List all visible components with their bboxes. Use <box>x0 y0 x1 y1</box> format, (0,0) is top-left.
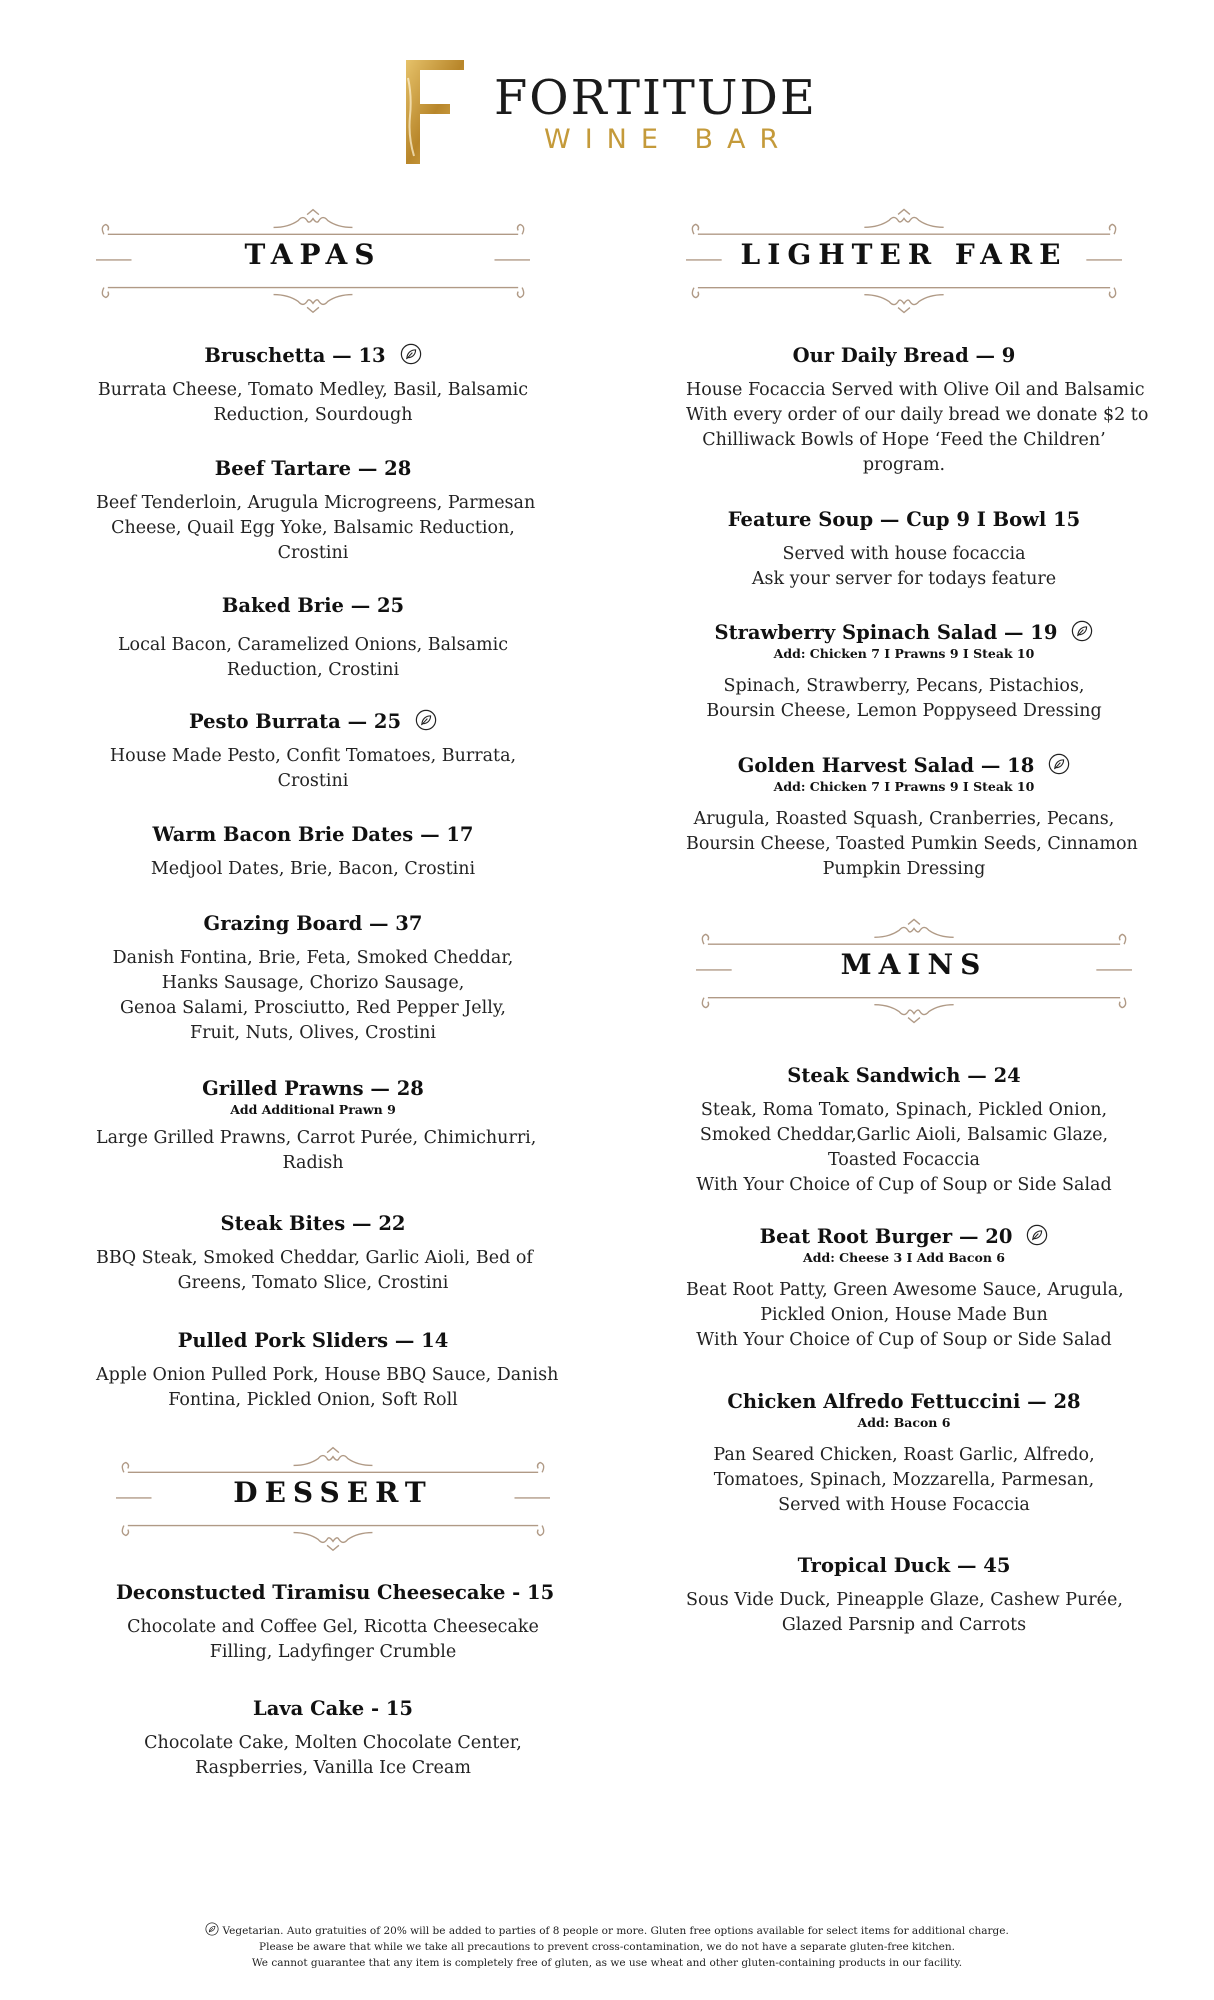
item-description: House Focaccia Served with Olive Oil and Balsamic With every order of our daily bread we donate $2 to Chilliwack Bowls of Hope ‘Feed the Children’ program. <box>686 380 1149 475</box>
dessert-banner <box>116 1442 550 1552</box>
item-title: Beat Root Burger — 20 <box>686 1224 1122 1250</box>
item-description: Sous Vide Duck, Pineapple Glaze, Cashew Purée, Glazed Parsnip and Carrots <box>686 1590 1123 1635</box>
item-description: Large Grilled Prawns, Carrot Purée, Chimichurri, Radish <box>96 1128 537 1173</box>
footer-line: We cannot guarantee that any item is completely free of gluten, as we use wheat and other gluten-containing products in our facility. <box>251 1957 963 1969</box>
mains-banner <box>696 914 1132 1024</box>
footer-line: Please be aware that while we take all precautions to prevent cross-contamination, we do not have a separate gluten-free kitchen. <box>259 1941 955 1953</box>
item-addon: Add: Chicken 7 I Prawns 9 I Steak 10 <box>773 646 1035 661</box>
lighter-fare-banner <box>686 204 1122 314</box>
item-description: Chocolate and Coffee Gel, Ricotta Cheesecake Filling, Ladyfinger Crumble <box>127 1617 539 1662</box>
menu-item <box>96 593 530 683</box>
item-title: Strawberry Spinach Salad — 19 <box>686 620 1122 646</box>
item-description: Medjool Dates, Brie, Bacon, Crostini <box>150 859 476 879</box>
menu-item <box>686 620 1122 724</box>
tapas-banner <box>96 204 530 314</box>
item-addon: Add: Bacon 6 <box>857 1415 951 1430</box>
item-title: Pulled Pork Sliders — 14 <box>177 1329 449 1352</box>
menu-item <box>686 753 1138 882</box>
menu-item <box>686 1224 1122 1353</box>
menu-item <box>686 1553 1122 1638</box>
section-heading: MAINS <box>840 948 988 981</box>
item-description: Danish Fontina, Brie, Feta, Smoked Cheddar, Hanks Sausage, Chorizo Sausage, Genoa Salami, Prosciutto, Red Pepper Jelly, Fruit, Nuts, Olives, Crostini <box>112 948 514 1043</box>
item-description: Steak, Roma Tomato, Spinach, Pickled Onion, Smoked Cheddar,Garlic Aioli, Balsamic Glaze, Toasted Focaccia With Your Choice of Cup of Soup or Side Salad <box>696 1100 1112 1195</box>
item-addon: Add: Cheese 3 I Add Bacon 6 <box>803 1250 1005 1265</box>
vegetarian-icon <box>400 343 422 365</box>
item-title: Grilled Prawns — 28 <box>202 1077 424 1100</box>
menu-item <box>96 822 530 882</box>
item-description: Burrata Cheese, Tomato Medley, Basil, Balsamic Reduction, Sourdough <box>97 380 529 425</box>
section-heading: DESSERT <box>233 1476 433 1509</box>
footer-line: Vegetarian. Auto gratuities of 20% will be added to parties of 8 people or more. Gluten free options available for select items for additional charge. <box>0 1922 1214 1939</box>
item-description: Beef Tenderloin, Arugula Microgreens, Parmesan Cheese, Quail Egg Yoke, Balsamic Reduction, Crostini <box>96 493 536 563</box>
item-description: Local Bacon, Caramelized Onions, Balsamic Reduction, Crostini <box>117 635 509 680</box>
brand-subtitle: WINE BAR <box>544 124 793 155</box>
menu-item <box>96 709 530 794</box>
footer-disclaimer <box>0 1922 1214 1971</box>
vegetarian-icon <box>1026 1224 1048 1246</box>
vegetarian-icon <box>1048 753 1070 775</box>
vegetarian-icon <box>205 1922 219 1936</box>
item-title: Baked Brie — 25 <box>221 594 405 617</box>
item-description: Pan Seared Chicken, Roast Garlic, Alfredo, Tomatoes, Spinach, Mozzarella, Parmesan, Served with House Focaccia <box>713 1445 1095 1515</box>
item-title: Feature Soup — Cup 9 I Bowl 15 <box>727 508 1081 531</box>
menu-item <box>116 1696 550 1781</box>
item-title: Beef Tartare — 28 <box>214 457 412 480</box>
item-title: Bruschetta — 13 <box>96 343 530 369</box>
item-description: Apple Onion Pulled Pork, House BBQ Sauce, Danish Fontina, Pickled Onion, Soft Roll <box>96 1365 559 1410</box>
item-description: Arugula, Roasted Squash, Cranberries, Pecans, Boursin Cheese, Toasted Pumkin Seeds, Cinnamon Pumpkin Dressing <box>686 809 1138 879</box>
menu-item <box>686 507 1122 592</box>
item-title: Deconstucted Tiramisu Cheesecake - 15 <box>116 1581 555 1604</box>
section-heading: TAPAS <box>244 238 382 271</box>
item-title: Steak Bites — 22 <box>220 1212 406 1235</box>
item-title: Golden Harvest Salad — 18 <box>686 753 1122 779</box>
logo-f-mark <box>398 56 468 168</box>
item-title: Our Daily Bread — 9 <box>792 344 1016 367</box>
item-description: Served with house focaccia Ask your server for todays feature <box>751 544 1057 589</box>
item-title: Lava Cake - 15 <box>253 1697 413 1720</box>
brand-name: FORTITUDE <box>494 70 817 126</box>
item-description: Beat Root Patty, Green Awesome Sauce, Arugula, Pickled Onion, House Made Bun With Your Choice of Cup of Soup or Side Salad <box>686 1280 1124 1350</box>
section-heading: LIGHTER FARE <box>740 238 1068 271</box>
item-description: Spinach, Strawberry, Pecans, Pistachios, Boursin Cheese, Lemon Poppyseed Dressing <box>706 676 1102 721</box>
item-title: Grazing Board — 37 <box>203 912 423 935</box>
item-title: Warm Bacon Brie Dates — 17 <box>152 823 474 846</box>
menu-item <box>96 343 530 428</box>
menu-item <box>96 1328 559 1413</box>
vegetarian-icon <box>1071 620 1093 642</box>
menu-item <box>686 1063 1122 1198</box>
menu-item <box>96 456 536 566</box>
item-addon: Add: Chicken 7 I Prawns 9 I Steak 10 <box>773 779 1035 794</box>
menu-item <box>686 1389 1122 1518</box>
menu-item <box>686 343 1149 478</box>
vegetarian-icon <box>415 709 437 731</box>
item-title: Tropical Duck — 45 <box>797 1554 1011 1577</box>
item-description: BBQ Steak, Smoked Cheddar, Garlic Aioli, Bed of Greens, Tomato Slice, Crostini <box>96 1248 533 1293</box>
item-description: House Made Pesto, Confit Tomatoes, Burrata, Crostini <box>109 746 517 791</box>
item-description: Chocolate Cake, Molten Chocolate Center, Raspberries, Vanilla Ice Cream <box>144 1733 522 1778</box>
menu-item <box>96 1211 533 1296</box>
menu-item <box>96 911 530 1046</box>
item-addon: Add Additional Prawn 9 <box>230 1102 396 1117</box>
item-title: Chicken Alfredo Fettuccini — 28 <box>727 1390 1081 1413</box>
menu-item <box>116 1580 555 1665</box>
menu-item <box>96 1076 537 1176</box>
item-title: Pesto Burrata — 25 <box>96 709 530 735</box>
item-title: Steak Sandwich — 24 <box>787 1064 1021 1087</box>
logo <box>398 56 828 168</box>
